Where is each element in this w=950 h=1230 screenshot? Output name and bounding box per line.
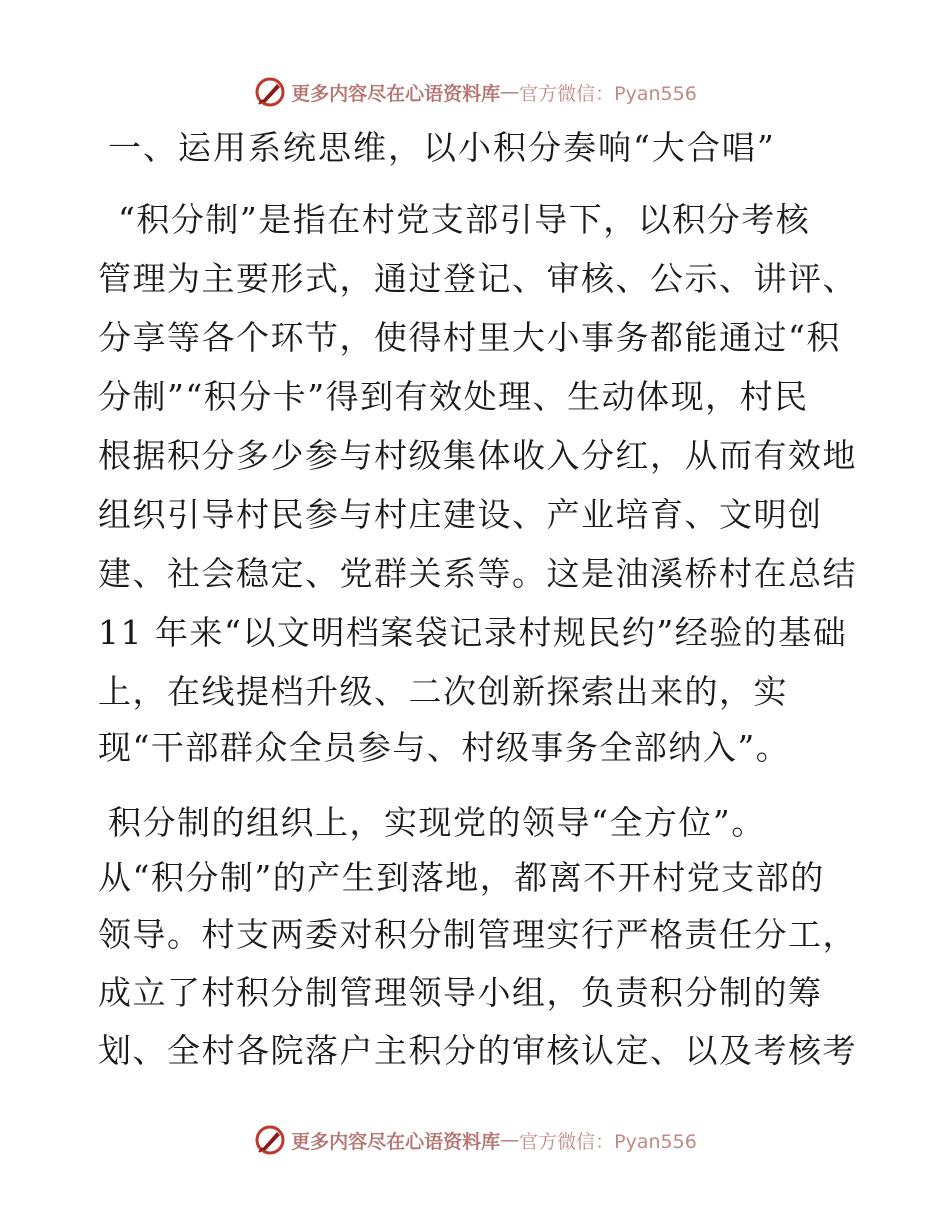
- body-line-6: 组织引导村民参与村庄建设、产业培育、文明创: [98, 495, 823, 534]
- header-watermark: [0, 72, 950, 112]
- body-line-13: 领导。村支两委对积分制管理实行严格责任分工，: [98, 915, 857, 954]
- body-line-11: 积分制的组织上，实现党的领导“全方位”。: [108, 803, 766, 842]
- watermark-separator: —: [500, 1129, 520, 1151]
- quill-logo-icon: [253, 75, 287, 109]
- watermark-wechat: 官方微信：Pyan556: [519, 1130, 697, 1153]
- footer-watermark: [0, 1120, 950, 1160]
- watermark-brand: 更多内容尽在心语资料库: [291, 82, 501, 105]
- body-line-14: 成立了村积分制管理领导小组，负责积分制的筹: [98, 973, 823, 1012]
- body-line-8: 11 年来“以文明档案袋记录村规民约”经验的基础: [98, 613, 848, 652]
- body-line-10: 现“干部群众全员参与、村级事务全部纳入”。: [98, 728, 791, 767]
- body-line-2: 管理为主要形式，通过登记、审核、公示、讲评、: [98, 259, 857, 298]
- watermark-wechat: 官方微信：Pyan556: [519, 82, 697, 105]
- watermark-brand: 更多内容尽在心语资料库: [291, 1130, 501, 1153]
- body-line-5: 根据积分多少参与村级集体收入分红，从而有效地: [98, 436, 857, 475]
- body-line-12: 从“积分制”的产生到落地，都离不开村党支部的: [98, 858, 825, 897]
- body-line-4: 分制”“积分卡”得到有效处理、生动体现，村民: [98, 377, 809, 416]
- body-line-15: 划、全村各院落户主积分的审核认定、以及考核考: [98, 1031, 857, 1070]
- section-heading: 一、运用系统思维，以小积分奏响“大合唱”: [108, 128, 776, 167]
- watermark-separator: —: [500, 81, 520, 103]
- quill-logo-icon: [253, 1123, 287, 1157]
- body-line-7: 建、社会稳定、党群关系等。这是油溪桥村在总结: [98, 554, 857, 593]
- body-line-3: 分享等各个环节，使得村里大小事务都能通过“积: [98, 318, 841, 357]
- body-line-1: “积分制”是指在村党支部引导下，以积分考核: [118, 200, 811, 239]
- body-line-9: 上，在线提档升级、二次创新探索出来的，实: [98, 672, 788, 711]
